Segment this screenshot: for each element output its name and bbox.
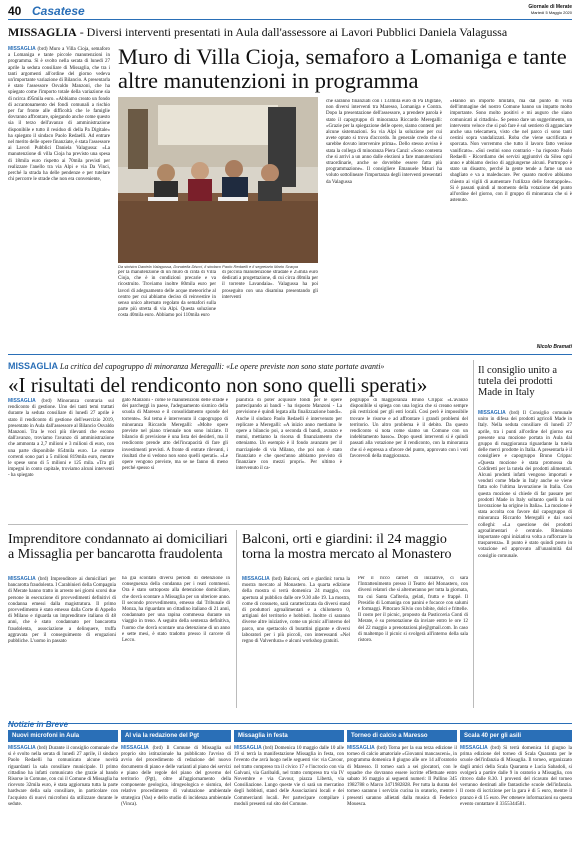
paper-date: Martedì 5 Maggio 2020: [530, 10, 572, 15]
article1-col2: [118, 270, 216, 354]
brief-title: Nuovi microfoni in Aula: [8, 730, 118, 742]
article1-col1-text: (brd) Muro a Villa Cioja, semaforo a Lomaniga e tante piccole manutenzioni in programma. Si è svolto nella serata di lunedì 27 aprile la seduta consiliare di Missaglia, che tra i tanti argomenti all'ordine del giorno vedeva un'importante variazione di Bilancio. A presentarla è stato l'assessore Osvaldo Manzoni, che ha spiegato come l'importo totale della variazione sia di ncirca 495mila euro. «Abbiamo creato un fondo di accantonamento dei fondi comunali a rischio per far fronte alle difficoltà che le famiglie dovranno affrontare, spiegando anche come questo sia il terzo dell'avanzo di amministrazione disponibile e tutto il residuo di della Pa Digitale» ha spiegato il sindaco Paolo Redaelli. Ad entrare nel merito delle opere finanziate, è stata l'assessore ai Lavori Pubblici Daniela Valagussa: «La manutenzione di villa Cioja ha previsto una spesa di 18mila euro rispetto ai 70mila previsti per realizzare l'anello tra via Alpi e via Da Vinci, perché la strada ha delle pendenze e per tutelare chi percorre le strade che non era conveniente,: [8, 47, 110, 183]
dateline: MISSAGLIA: [242, 576, 270, 582]
article1-col4: [326, 99, 442, 352]
article2-col4-text: pogruppo di maggioranza Bruno Crippa: «L'avanzo disponibile si spiega con una logica che si creano sempre più restrizioni per gli enti locali. Così però è impossibile trovare le risorse e ad affrontare i grandi problemi del territorio. Un altro problema è il debito. Da questo rendiconto si nota come siamo un Comune con un indebitamento basso». Dopo questi interventi si è quindi passati alla votazione per il rendiconto, con la minoranza che si è espressa a sfavore del punto, approvato con i voti favorevoli della maggioranza.: [350, 398, 468, 459]
article4-col1-text: (brd) Balconi, orti e giardini: torna la mostra mercato al Monastero. La quarta edizione della mostra si terrà domenica 24 maggio, con apertura al pubblico dalle ore 9.30 alle 19. La mostra, come di consueto, sarà caratterizzata da diversi stand di produttori agroalimentari e a chilometro 0, artigiani del territorio e hobbisti. Inoltre ci saranno diverse altre iniziative, come un picnic all'interno del parco, uno spettacolo di burattini gigante e diversi laboratori per i più piccoli, con interessanti «Nel regno di Valverdura» e alcuni workshop gratuiti.: [242, 577, 350, 645]
article4-headline: Balconi, orti e giardini: il 24 maggio torna la mostra mercato al Monastero: [242, 532, 452, 562]
briefs-bar: [8, 714, 572, 729]
brief-body: [460, 745, 572, 842]
brief-text: (brd) Domenica 10 maggio dalle 10 alle 19 si terrà la manifestazione Missaglia in festa, con l'evento che avrà luogo nelle seguenti vie: via Cavour, nel tratto compreso tra il civico 17 e l'incrocio con via Galvani, via Garibaldi, nel tratto compreso tra via IV Novembre e via Cavour, piazza Libertà, via Consiliazione. Lungo queste vie ci sarà un mercatino degli hobbisti, stand delle Associazioni locali e dei Commercianti locali. Per partecipare compilare i moduli presenti sul sito del Comune.: [234, 746, 344, 807]
sidebar-headline: Il consiglio unito a tutela dei prodotti Made in Italy: [478, 365, 558, 398]
article1-col4-text: che saranno finanziati con i 133mila euro di Pa Digitale, non diversi interventi tra Maresso, Lomaniga e Contra. Dopo la presentazione dell'assessore, a prendere parola è stato il capogruppo di minoranza Riccardo Meregalli: «Grazie per la spiegazione delle opere, siamo contenti per alcune sistemazioni. Su via Alpi la soluzione per cui avete optato si trova d'accordo. In generale credo che si sarebbe dovuto intervenire prima». Dello stesso avviso è stata la collega di minoranza Piera Canzi: «Sono contenta che si arrivi a un anno dalle elezioni a fare manutenzioni straordinarie, anche se dovrebbe essere fatta più programmazione». Il consigliere Emanuele Mauri ha voluto sottolineare l'importanza degli interventi presentati da Valagussa: [326, 99, 442, 185]
article1-photo: [118, 97, 318, 263]
article2-col2: [122, 398, 228, 518]
article2-col1: [8, 398, 114, 518]
briefs-label: Notizie in Breve: [8, 720, 69, 729]
article3-col2: [122, 576, 230, 708]
article3-col2-text: ha già scontato diversi periodi di detenzione in conseguenza della condanna per i reati commessi. Ora è stato sottoposto alla detenzione domiciliare, che dovrà scontare a Missaglia per un ulteriore anno. Il secondo provvedimento, emesso dal Tribunale di Monza, ha riguardato un cittadino italiano di 21 anni, condannato per una rapina commessa durante un viaggio in treno. A seguito della sentenza definitiva, l'uomo che dovrà scontare una detenzione di un anno e sette mesi, è stato tradotto presso il carcere di Lecco.: [122, 576, 230, 644]
brief-text: (brd) Il Comune di Missaglia sul proprio sito istituzionale ha pubblicato l'avviso di avvio del procedimento di redazione del nuovo documento di piano e delle varianti al piano dei servizi e piano delle regole del piano del governo del territorio (Pgt), oltre all'aggiornamento della componente geologica, idrogeologica e sismica, del relativo procedimento di valutazione ambientale strategica (Vas) e dello studio di incidenza ambientale (Vinca).: [121, 746, 231, 807]
dateline: MISSAGLIA: [8, 46, 36, 52]
article1-col2-text: per la manutenzione di un muro di cinta di Villa Cioja, che è in condizioni precarie e va ricostruito. Troviamo inoltre 80mila euro per lavori di adeguamento delle acque meteoriche al centro per cui abbiamo deciso di reinvestire in senso unico alternato regolato da semafori sulla parte più stretta di via Alpi. Questa soluzione costa 40mila euro. Abbiamo poi 110mila euro: [118, 270, 216, 319]
brief-title: Missaglia in festa: [234, 730, 344, 742]
dateline: MISSAGLIA: [121, 745, 149, 751]
brief-5: [460, 730, 572, 842]
sidebar-body: [478, 410, 572, 708]
article1-col3-text: di piccola manutenzione stradale e 25mila euro dedicati a progettazione, di cui circa 40mila per il torrente Lavandaia». Valagussa ha poi proseguito con una disamina presentando gli interventi: [222, 270, 318, 300]
brief-body: [121, 745, 231, 842]
kicker-place: MISSAGLIA: [8, 361, 59, 371]
brief-body: [234, 745, 344, 842]
article1-col1: [8, 46, 110, 352]
brief-2: [121, 730, 231, 842]
article1-author: Nicolo Bramati: [536, 344, 572, 350]
dateline: MISSAGLIA: [8, 576, 36, 582]
masthead: [8, 4, 572, 20]
brief-text: (brd) Si terrà domenica 14 giugno la prima edizione del torneo di Scala Quaranta per le scuole dell'infanzia di Missaglia. Il torneo, organizzato dagli amici della Scala Quaranta e Lucia Sabadoli, si svolgerà a partire dalle 9 in oratorio a Missaglia, con ritrovo dalle 8.30. I proventi del ricavato del torneo verranno destinati alle fantastiche scuole dell'infanzia. Il costo di iscrizione per la gara è di 5 euro, mentre il pranzo è di 15 euro. Per ottenere informazioni su questa evento contattare il 3355344581.: [460, 746, 572, 807]
divider: [8, 524, 468, 525]
article2-col3-text: pianifica di poter acquisire fondi per le opere partecipando ai bandi - ha risposto Manzoni - La previsione è quindi legata alla finalizzazione bandi». Anche il sindaco Paolo Redaelli è intervenuto per replicare a Meregalli: «A inizio anno mettiamo le opere a bilancio poi, a seconda di bandi, avanzo e mutui, mettiamo la risorsa di finanziamento che otteniamo. Un esempio è il fondo avanzato per il marciapiede di via Milano, che poi non è stato finanziato e che quest'anno abbiamo previsto di finanziare con mezzi propri». Per ultimo è intervenuto il ca-: [236, 398, 342, 472]
brief-title: Al via la redazione del Pgt: [121, 730, 231, 742]
dateline: MISSAGLIA: [8, 745, 36, 751]
brief-text: (brd) Durante il consiglio comunale che si è svolto nella serata di lunedì 27 aprile, il sindaco Paolo Redaelli ha comunicato alcune novità riguardanti la sala consiliare municipale. Il primo cittadino ha infatti comunicato che grazie al bando Risorse in Comune, con cui il Comune di Missaglia ha ricevuto 32mila euro, è stata aggiornata tutta la parte hardware della sala consiliare, in particolare con l'acquisto di nuovi microfoni da utilizzare durante le sedute.: [8, 746, 118, 807]
article4-col2-text: Per il ricco carnet di iniziative, ci sarà l'Intrattenimento presso il Teatro del Monastero, con diversi relatori che si alterneranno per tutta la giornata, tra cui Santa Cafiteria, gelati, frutta e frappè. Il Presidio di Lomaniga con panini e focacce con salumi e formaggi. Pittoraro Silvio con bibite, dolci e frittelle. Il costo per il picnic, proposto da Pasticceria Conti di Merate, è su prenotazione da inviare entro le ore 12 del 22 maggio a prenotazioni.ple@gmail.com. In caso di maltempo il picnic si svolgerà all'interno della sala ristoro.: [358, 576, 468, 644]
article3-col1-text: (brd) Imprenditore ai domiciliari per bancarotta fraudolenta. I Carabinieri della Compagnia di Merate hanno tratto in arresto nei giorni scorsi due persone in esecuzione di provvedimenti definitivi di condanna emessi dalla magistratura. Il primo provvedimento è stato emesso dalla Corte di Appello di Milano e riguarda un imprenditore italiano di 48 anni, che è stato condannato per bancarotta fraudolenta, associazione a delinquere, truffa aggravata per il conseguimento di erogazioni pubbliche. L'uomo in passato: [8, 577, 116, 645]
brief-4: [347, 730, 457, 842]
article1-col3: [222, 270, 318, 354]
dateline: MISSAGLIA: [234, 745, 262, 751]
dateline: MISSAGLIA: [8, 398, 36, 404]
kicker-text: La critica del capogruppo di minoranza Meregalli: «Le opere previste non sono state portate avanti»: [58, 362, 385, 371]
article2-headline: «I risultati del rendiconto non sono quelli sperati»: [8, 373, 428, 397]
article2-col1-text: (brd) Minoranza contraria sul rendiconto di gestione. Uno dei tanti temi trattati durante la seduta consiliare di lunedì 27 aprile è stato il rendiconto di gestione dell'esercizio 2019, presentato in Aula dall'assessore al Bilancio Osvaldo Manzoni. Tra le voci più rilevanti che escono dall'avanzo, troviamo l'avanzo di amministrazione che ammonta a 2,7 milioni e 3 milioni di euro, con una parte disponibile 854mila euro. Le entrate correnti sono pari a 5 milioni 819mila euro, mentre le spese sono di 5 milioni e 125 mila. «Tra gli impegni in conto capitale, troviamo alcuni interventi - ha spiegato: [8, 399, 114, 479]
article1-headline: Muro di Villa Cioja, semaforo a Lomaniga e tante altre manutenzioni in programma: [118, 44, 567, 93]
brief-1: [8, 730, 118, 842]
article2-col3: [236, 398, 342, 518]
kicker-text: - Diversi interventi presentati in Aula dall'assessore ai Lavori Pubblici Daniela Valagussa: [76, 25, 508, 39]
photo-caption: Da sinistra Daniela Valagussa, Donatella Discci, il sindaco Paolo Redaelli e il segretario Mario Scarpa: [118, 264, 298, 269]
dateline: MISSAGLIA: [460, 745, 488, 751]
article4-col2: [358, 576, 468, 708]
column-rule: [236, 530, 237, 708]
article1-kicker: [8, 25, 572, 40]
dateline: MISSAGLIA: [478, 410, 506, 416]
brief-title: Scala 40 per gli asili: [460, 730, 572, 742]
brief-body: [8, 745, 118, 842]
article4-col1: [242, 576, 350, 708]
article2-kicker: [8, 356, 468, 370]
paper-name: Giornale di Merate: [528, 4, 572, 10]
brief-title: Torneo di calcio a Maresso: [347, 730, 457, 742]
divider: [8, 354, 572, 355]
article2-col2-text: gato Manzoni - come le manutenzioni delle strade e dei parcheggi in paese, l'adeguamento sismico della scuola di Maresso e il consolidamento sponde del torrente». Sul tema è intervenuto il capogruppo di minoranza Riccardo Meregalli: «Molte opere previste nel piano triennale non sono iniziate. Il bilancio di previsione è una lista dei desideri, ma il rendiconto prende atto dell'incapacità di fare gli investimenti previsti. A fronte di entrate rilevanti, i risultati che si vedono non sono quelli sperati». «Le opere vengono previste, ma se ne fanno di meno perché spesso si: [122, 398, 228, 472]
page-number: 40: [8, 4, 22, 18]
brief-body: [347, 745, 457, 842]
article3-headline: Imprenditore condannato ai domiciliari a Missaglia per bancarotta fraudolenta: [8, 532, 228, 562]
article1-col5-text: «Hanno un importo limitato, ma dal punto di vista dell'immagine del nostro Comune hanno un impatto molto importante. Sono molto positivi e mi auguro che siano comunicati ai cittadini». Se penso dare un suggerimento, un intervento veloce che si può fare è sul sentiero di agganciare anche una telecamera, visto che nel parco ci sono tanti cestini sopra vandalizzati. Roba che viene sacrificata e sporcata. Non vorremmo che tutto il lavoro fatto venisse vanificato». «Sui cestini sono contrario - ha risposto Paolo Redaelli - Ricordiamo dei servizi aggiuntivi da Silea ogni anno e abbiamo deciso di aggiungerne alcuni. Purtroppo è stato un disastro, perché la gente tende a farne un uso sbagliato e va a maleducare. Per quanto motivo abbiamo chiesto ai vigili di aumentare l'utilizzo delle fototrappole». Si è passati quindi al momento della votazione del punto all'ordine del giorno, con il gruppo di minoranza che si è astenuto.: [450, 99, 572, 204]
brief-text: (brd) Torna per la sua terza edizione il torneo di calcio amatoriale «Giovanni mancasceni», in programma domenica 8 giugno alle ore 14 all'oratorio di Maresso. Il torneo sarà a sei giocatori, con le squadre che dovranno essere iscritte effettuate entro sabato 16 maggio ai seguenti numeri: Il Pallino 345 1982788 o Marco 3471982828. Per tutta la durata del torneo saranno i servizio cucina in oratorio, mentre i presenti saranno allietati dalla musica di Federico Mouesca.: [347, 746, 457, 807]
article3-col1: [8, 576, 116, 708]
dateline: MISSAGLIA: [347, 745, 375, 751]
brief-3: [234, 730, 344, 842]
article1-col5: [450, 99, 572, 343]
column-rule: [473, 360, 474, 708]
article2-col4: [350, 398, 468, 518]
sidebar-text: (brd) Il Consiglio comunale unito in difesa dei prodotti agricoli Made in Italy. Nella seduta consiliare di lunedì 27 aprile, tra i punti all'ordine del giorno era presente una mozione portata in Aula dal gruppo di maggioranza riguardante la tutela delle merci prodotte in Italia. A presentarla è il consigliere e capogruppo Bruno Crippa: «Questa mozione è stata promossa da Coldiretti per la tutela dei prodotti alimentari. Alcuni prodotti infatti vengono importati e venduti come Made in Italy anche se viene fatta solo l'ultima lavorazione in Italia. Con questa mozione si chiede di far passare per prodotti Made in Italy soltanto quelli la cui lavorazione ha origine in Italia». La mozione è stata accolta con favore dal capogruppo di minoranza Riccardo Meregalli e dai suoi colleghi: «La questione dei prodotti agroalimentari è centrale. Riteniamo importante ogni iniziativa volta a rafforzare la trasparenza». Il punto è stato quindi posto in votazione ed approvato all'unanimità dal consiglio comunale.: [478, 411, 572, 559]
kicker-place: MISSAGLIA: [8, 25, 77, 39]
section-title: Casatese: [32, 4, 85, 18]
